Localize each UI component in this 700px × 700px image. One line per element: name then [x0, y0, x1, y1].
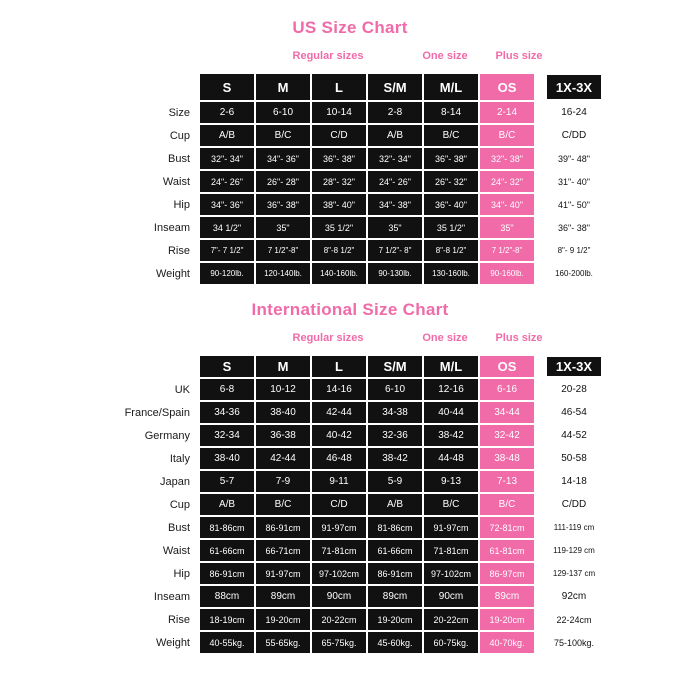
us-cell: 10-14 [312, 102, 366, 123]
us-cell-plus: 31"- 40" [546, 171, 602, 192]
intl-group-label-plus-size: Plus size [495, 332, 543, 344]
table-row [98, 402, 602, 423]
intl-group-label-regular: Regular sizes [292, 332, 364, 344]
intl-cell-os: 19-20cm [480, 609, 534, 630]
intl-cell: 18-19cm [200, 609, 254, 630]
us-cell: 36"- 38" [256, 194, 310, 215]
table-row [98, 448, 602, 469]
us-cell-os: 24"- 32" [480, 171, 534, 192]
us-group-label-regular: Regular sizes [292, 50, 364, 62]
table-row [98, 263, 602, 284]
intl-row-label-france-spain: France/Spain [98, 402, 198, 423]
us-cell: 24"- 26" [200, 171, 254, 192]
us-group-labels [0, 50, 700, 68]
us-header-corner [98, 74, 198, 100]
intl-cell: 10-12 [256, 379, 310, 400]
intl-cell: 40-42 [312, 425, 366, 446]
us-gap [536, 102, 544, 123]
us-cell: 120-140lb. [256, 263, 310, 284]
us-header-os: OS [480, 74, 534, 100]
table-row [98, 609, 602, 630]
intl-cell: 89cm [368, 586, 422, 607]
us-gap [536, 125, 544, 146]
intl-header-sm: S/M [368, 356, 422, 377]
us-cell: 7 1/2"-8" [256, 240, 310, 261]
intl-cell: 90cm [312, 586, 366, 607]
intl-cell: B/C [256, 494, 310, 515]
table-row [98, 471, 602, 492]
intl-cell: 91-97cm [424, 517, 478, 538]
intl-cell: 38-42 [368, 448, 422, 469]
us-row-label-cup: Cup [98, 125, 198, 146]
intl-cell-os: 38-48 [480, 448, 534, 469]
us-chart-title: US Size Chart [292, 18, 408, 37]
table-row [98, 148, 602, 169]
intl-cell: 45-60kg. [368, 632, 422, 653]
intl-cell: 5-7 [200, 471, 254, 492]
us-cell: 8"-8 1/2" [424, 240, 478, 261]
intl-cell: 42-44 [256, 448, 310, 469]
us-header-row [98, 74, 602, 100]
us-size-table [96, 72, 604, 286]
us-header-s: S [200, 74, 254, 100]
intl-cell-plus: 46-54 [546, 402, 602, 423]
us-cell: B/C [256, 125, 310, 146]
intl-header-plus: 1X-3X [546, 356, 602, 377]
us-cell-os: 32"- 38" [480, 148, 534, 169]
intl-header-os: OS [480, 356, 534, 377]
intl-cell-os: 7-13 [480, 471, 534, 492]
intl-cell: 66-71cm [256, 540, 310, 561]
us-cell: 34 1/2" [200, 217, 254, 238]
intl-cell-plus: C/DD [546, 494, 602, 515]
us-cell-plus: 39"- 48" [546, 148, 602, 169]
intl-cell-plus: 44-52 [546, 425, 602, 446]
us-row-label-bust: Bust [98, 148, 198, 169]
us-cell-os: B/C [480, 125, 534, 146]
intl-row-label-inseam: Inseam [98, 586, 198, 607]
intl-cell: 40-55kg. [200, 632, 254, 653]
us-cell-os: 34"- 40" [480, 194, 534, 215]
intl-gap [536, 563, 544, 584]
us-cell-plus: 36"- 38" [546, 217, 602, 238]
intl-cell: 97-102cm [312, 563, 366, 584]
intl-cell-plus: 119-129 cm [546, 540, 602, 561]
intl-cell: 19-20cm [368, 609, 422, 630]
intl-cell: 38-40 [256, 402, 310, 423]
intl-cell-plus: 92cm [546, 586, 602, 607]
table-row [98, 217, 602, 238]
intl-cell: 65-75kg. [312, 632, 366, 653]
intl-header-ml: M/L [424, 356, 478, 377]
us-cell: 36"- 40" [424, 194, 478, 215]
us-header-m: M [256, 74, 310, 100]
intl-gap [536, 448, 544, 469]
us-cell: 8"-8 1/2" [312, 240, 366, 261]
intl-cell: 71-81cm [424, 540, 478, 561]
intl-row-label-bust: Bust [98, 517, 198, 538]
intl-cell: 61-66cm [368, 540, 422, 561]
intl-gap [536, 540, 544, 561]
us-gap [536, 217, 544, 238]
table-row [98, 240, 602, 261]
intl-chart-title: International Size Chart [251, 300, 449, 319]
us-row-label-weight: Weight [98, 263, 198, 284]
us-cell-os: 2-14 [480, 102, 534, 123]
intl-gap-column [536, 356, 544, 377]
us-cell: B/C [424, 125, 478, 146]
us-cell: 34"- 36" [200, 194, 254, 215]
us-cell-os: 7 1/2"-8" [480, 240, 534, 261]
intl-gap [536, 425, 544, 446]
intl-cell-os: 72-81cm [480, 517, 534, 538]
us-cell-plus: 41"- 50" [546, 194, 602, 215]
us-row-label-rise: Rise [98, 240, 198, 261]
intl-row-label-hip: Hip [98, 563, 198, 584]
intl-cell-os: 40-70kg. [480, 632, 534, 653]
intl-cell: 36-38 [256, 425, 310, 446]
us-cell: 2-8 [368, 102, 422, 123]
intl-cell: 81-86cm [200, 517, 254, 538]
us-cell-os: 35" [480, 217, 534, 238]
intl-row-label-waist: Waist [98, 540, 198, 561]
intl-cell: 34-36 [200, 402, 254, 423]
us-gap [536, 148, 544, 169]
intl-cell: 55-65kg. [256, 632, 310, 653]
intl-cell-plus: 50-58 [546, 448, 602, 469]
intl-header-s: S [200, 356, 254, 377]
intl-cell: 91-97cm [256, 563, 310, 584]
us-header-ml: M/L [424, 74, 478, 100]
intl-cell: 32-34 [200, 425, 254, 446]
us-cell: C/D [312, 125, 366, 146]
intl-cell: B/C [424, 494, 478, 515]
intl-gap [536, 609, 544, 630]
table-row [98, 194, 602, 215]
intl-cell: 46-48 [312, 448, 366, 469]
us-cell-plus: 16-24 [546, 102, 602, 123]
table-row [98, 586, 602, 607]
intl-row-label-weight: Weight [98, 632, 198, 653]
intl-cell-os: 32-42 [480, 425, 534, 446]
intl-cell: 86-91cm [368, 563, 422, 584]
intl-cell-plus: 20-28 [546, 379, 602, 400]
intl-row-label-cup: Cup [98, 494, 198, 515]
table-row [98, 494, 602, 515]
us-cell: 36"- 38" [424, 148, 478, 169]
intl-row-label-rise: Rise [98, 609, 198, 630]
intl-cell: 38-42 [424, 425, 478, 446]
intl-cell-os: B/C [480, 494, 534, 515]
intl-cell: 6-10 [368, 379, 422, 400]
intl-cell: 42-44 [312, 402, 366, 423]
us-cell: 38"- 40" [312, 194, 366, 215]
us-cell: 2-6 [200, 102, 254, 123]
table-row [98, 425, 602, 446]
table-row [98, 563, 602, 584]
intl-cell-plus: 111-119 cm [546, 517, 602, 538]
us-cell-plus: 8"- 9 1/2" [546, 240, 602, 261]
us-cell: 90-130lb. [368, 263, 422, 284]
intl-header-corner [98, 356, 198, 377]
us-gap [536, 171, 544, 192]
intl-cell: 20-22cm [312, 609, 366, 630]
us-cell: 26"- 32" [424, 171, 478, 192]
intl-cell: 34-38 [368, 402, 422, 423]
us-cell-plus: C/DD [546, 125, 602, 146]
intl-cell: 90cm [424, 586, 478, 607]
intl-cell-os: 34-44 [480, 402, 534, 423]
us-cell: 36"- 38" [312, 148, 366, 169]
intl-cell-plus: 14-18 [546, 471, 602, 492]
us-cell: 26"- 28" [256, 171, 310, 192]
intl-group-label-one-size: One size [422, 332, 468, 344]
us-cell-plus: 160-200lb. [546, 263, 602, 284]
us-cell: 24"- 26" [368, 171, 422, 192]
us-cell: A/B [368, 125, 422, 146]
intl-cell: 19-20cm [256, 609, 310, 630]
us-header-l: L [312, 74, 366, 100]
us-group-label-plus-size: Plus size [495, 50, 543, 62]
intl-row-label-uk: UK [98, 379, 198, 400]
intl-row-label-germany: Germany [98, 425, 198, 446]
us-cell: 32"- 34" [200, 148, 254, 169]
intl-cell: A/B [200, 494, 254, 515]
intl-cell: 81-86cm [368, 517, 422, 538]
us-cell: 140-160lb. [312, 263, 366, 284]
intl-cell-plus: 75-100kg. [546, 632, 602, 653]
intl-row-label-italy: Italy [98, 448, 198, 469]
us-cell: 35" [368, 217, 422, 238]
intl-cell: 38-40 [200, 448, 254, 469]
intl-cell: 12-16 [424, 379, 478, 400]
us-gap [536, 240, 544, 261]
intl-cell: 20-22cm [424, 609, 478, 630]
us-row-label-inseam: Inseam [98, 217, 198, 238]
intl-cell-plus: 22-24cm [546, 609, 602, 630]
us-cell: 8-14 [424, 102, 478, 123]
us-group-label-one-size: One size [422, 50, 468, 62]
us-gap-column [536, 74, 544, 100]
intl-cell: 60-75kg. [424, 632, 478, 653]
intl-cell: 32-36 [368, 425, 422, 446]
intl-cell: 44-48 [424, 448, 478, 469]
intl-cell: 40-44 [424, 402, 478, 423]
intl-cell: C/D [312, 494, 366, 515]
intl-cell-os: 61-81cm [480, 540, 534, 561]
us-cell: 7 1/2"- 8" [368, 240, 422, 261]
intl-gap [536, 586, 544, 607]
intl-gap [536, 379, 544, 400]
table-row [98, 125, 602, 146]
intl-size-table [96, 354, 604, 655]
us-cell: 35" [256, 217, 310, 238]
table-row [98, 517, 602, 538]
intl-gap [536, 632, 544, 653]
us-row-label-waist: Waist [98, 171, 198, 192]
intl-cell: 7-9 [256, 471, 310, 492]
us-cell: 34"- 36" [256, 148, 310, 169]
us-row-label-size: Size [98, 102, 198, 123]
intl-cell-os: 6-16 [480, 379, 534, 400]
intl-header-m: M [256, 356, 310, 377]
table-row [98, 540, 602, 561]
us-header-plus: 1X-3X [546, 74, 602, 100]
table-row [98, 632, 602, 653]
intl-cell: 97-102cm [424, 563, 478, 584]
us-header-sm: S/M [368, 74, 422, 100]
us-gap [536, 194, 544, 215]
table-row [98, 102, 602, 123]
us-cell: 130-160lb. [424, 263, 478, 284]
intl-cell: 86-91cm [256, 517, 310, 538]
intl-cell: 86-91cm [200, 563, 254, 584]
us-cell: 35 1/2" [424, 217, 478, 238]
us-cell: 6-10 [256, 102, 310, 123]
us-cell: 35 1/2" [312, 217, 366, 238]
us-cell: A/B [200, 125, 254, 146]
intl-gap [536, 471, 544, 492]
intl-cell-plus: 129-137 cm [546, 563, 602, 584]
us-cell-os: 90-160lb. [480, 263, 534, 284]
intl-cell: 9-13 [424, 471, 478, 492]
intl-cell: 5-9 [368, 471, 422, 492]
us-row-label-hip: Hip [98, 194, 198, 215]
intl-group-labels [0, 332, 700, 350]
intl-cell: 91-97cm [312, 517, 366, 538]
us-gap [536, 263, 544, 284]
intl-header-l: L [312, 356, 366, 377]
intl-cell: 71-81cm [312, 540, 366, 561]
intl-header-row [98, 356, 602, 377]
us-cell: 28"- 32" [312, 171, 366, 192]
intl-row-label-japan: Japan [98, 471, 198, 492]
intl-gap [536, 402, 544, 423]
intl-cell: 6-8 [200, 379, 254, 400]
intl-cell-os: 89cm [480, 586, 534, 607]
intl-gap [536, 517, 544, 538]
intl-cell: 14-16 [312, 379, 366, 400]
intl-cell: 9-11 [312, 471, 366, 492]
us-cell: 34"- 38" [368, 194, 422, 215]
intl-gap [536, 494, 544, 515]
table-row [98, 379, 602, 400]
intl-cell: 89cm [256, 586, 310, 607]
intl-cell: 61-66cm [200, 540, 254, 561]
table-row [98, 171, 602, 192]
us-cell: 90-120lb. [200, 263, 254, 284]
intl-cell: 88cm [200, 586, 254, 607]
intl-cell: A/B [368, 494, 422, 515]
us-cell: 7"- 7 1/2" [200, 240, 254, 261]
us-cell: 32"- 34" [368, 148, 422, 169]
intl-cell-os: 86-97cm [480, 563, 534, 584]
